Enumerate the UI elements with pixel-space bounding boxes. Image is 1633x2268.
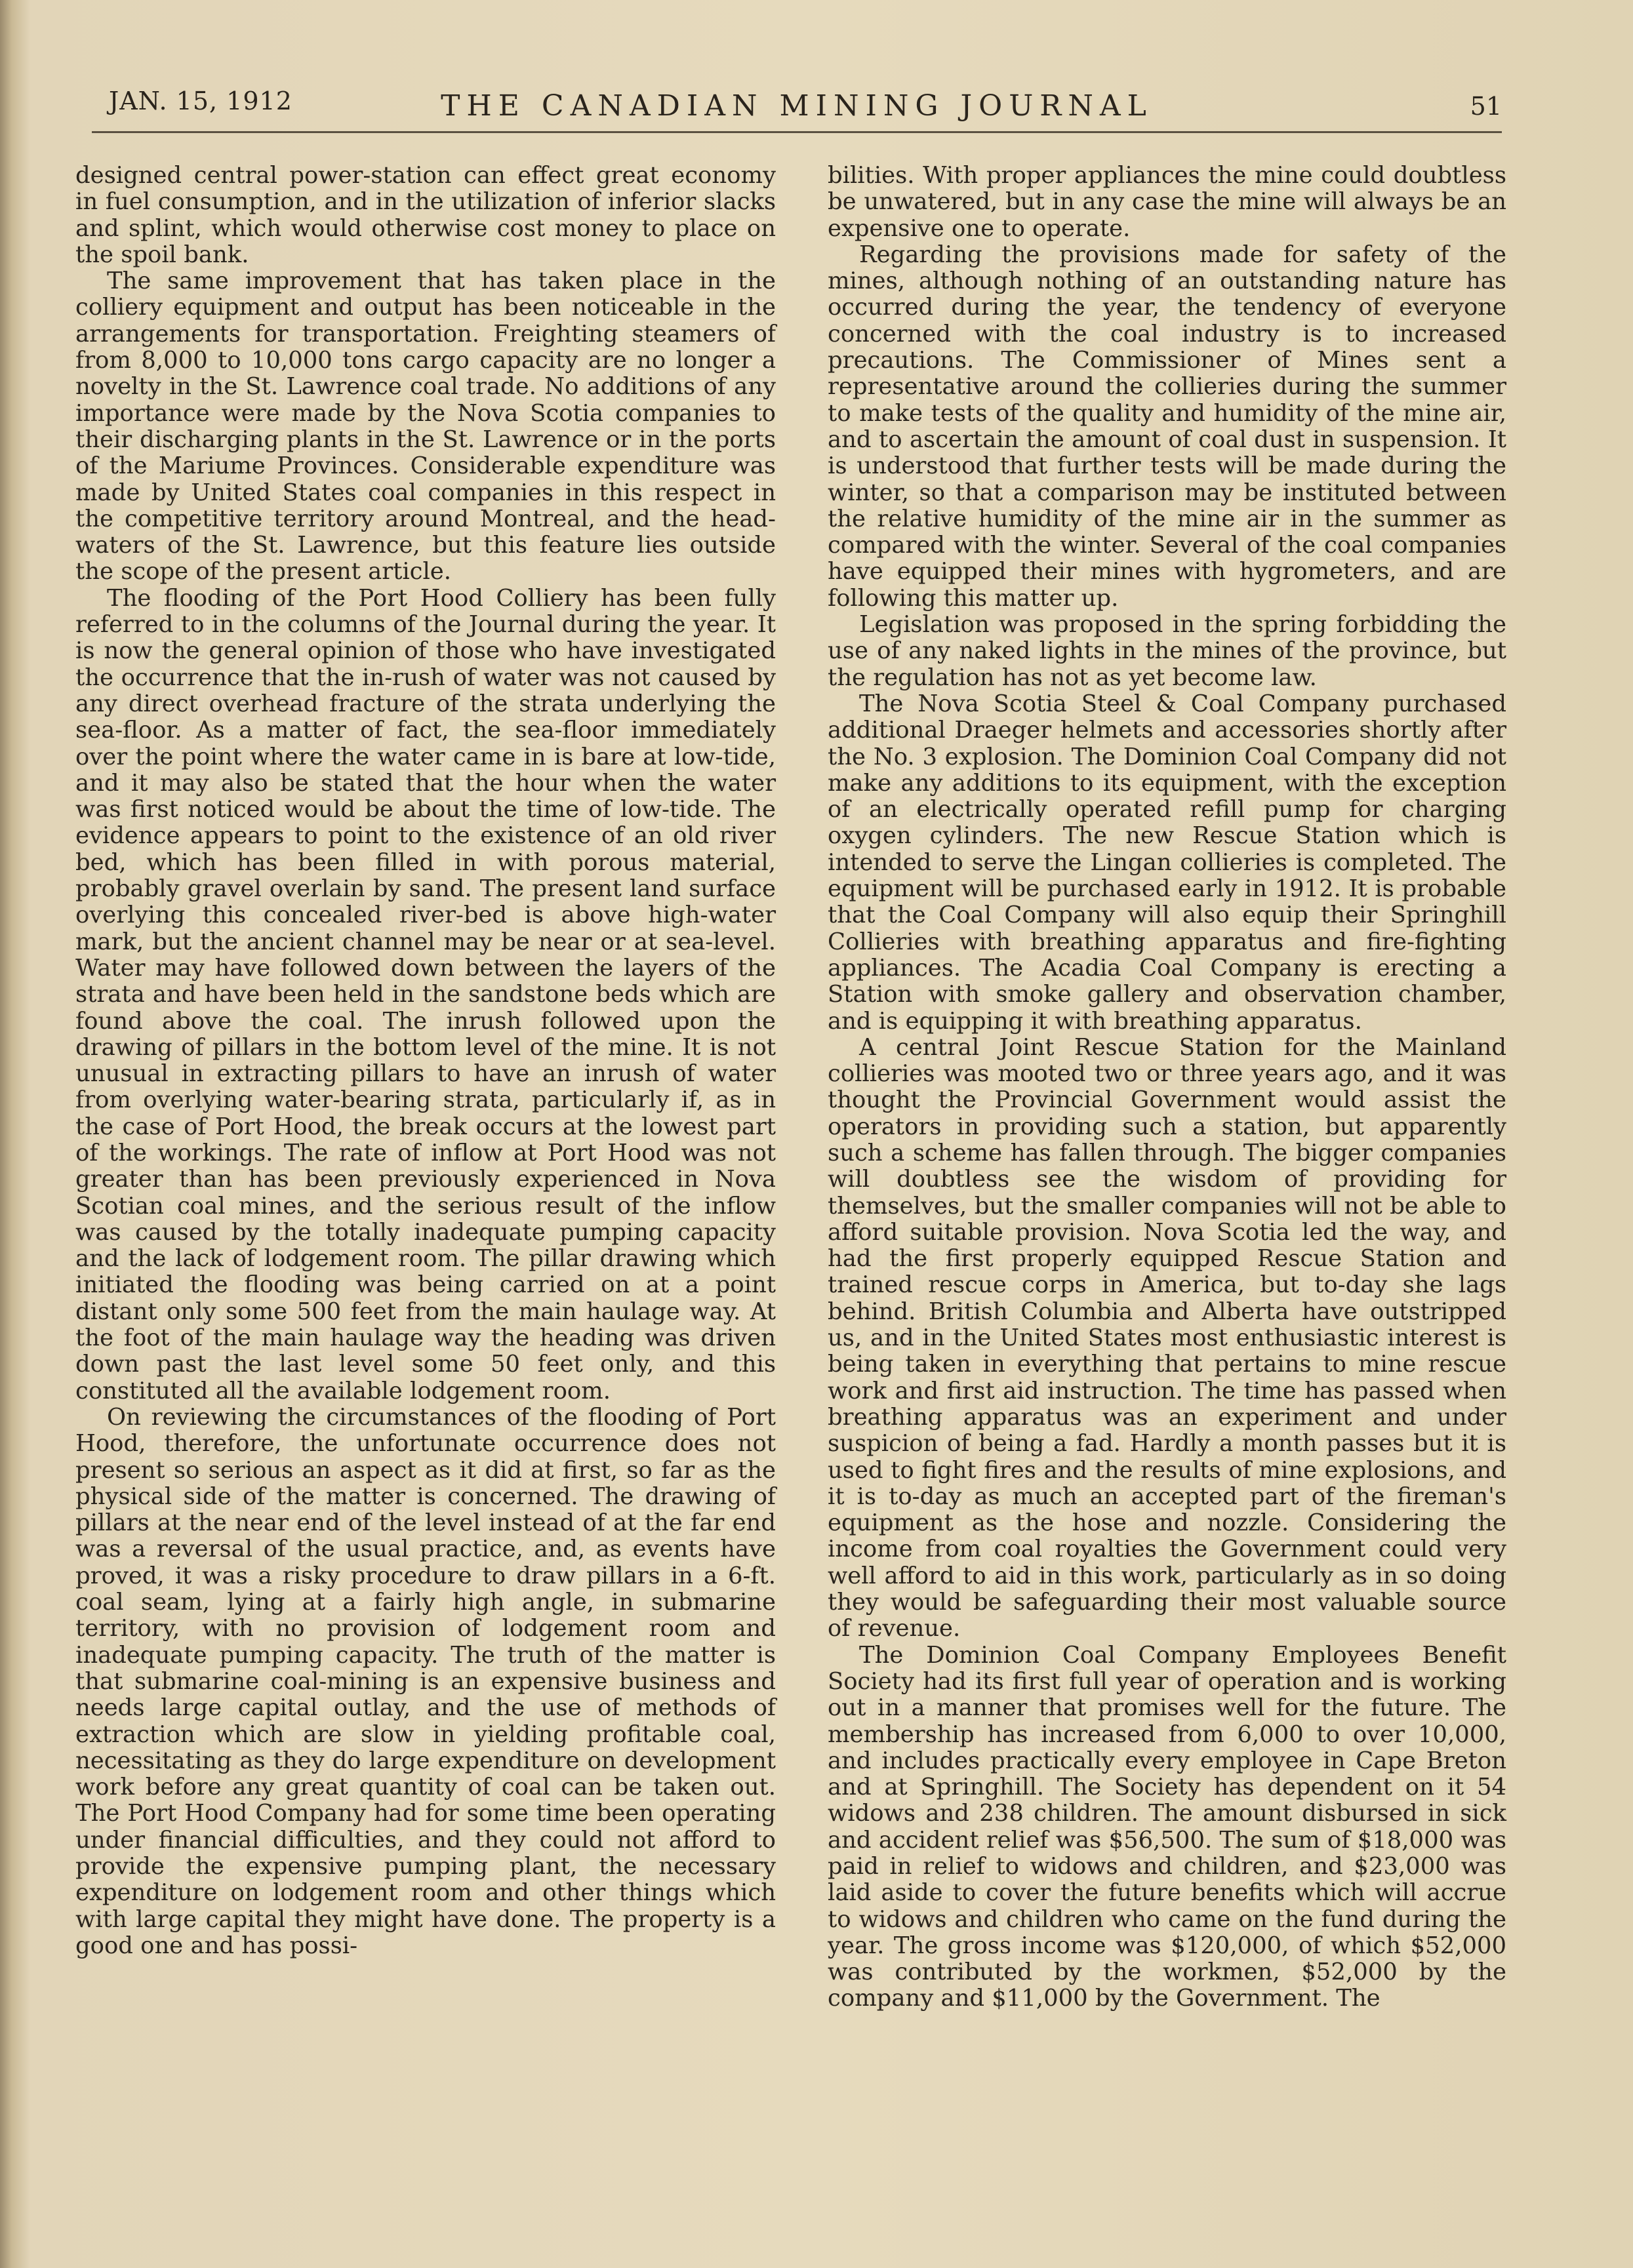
page-number: 51	[1470, 92, 1502, 121]
right-column	[828, 163, 1506, 2012]
issue-date: JAN. 15, 1912	[109, 87, 292, 115]
paragraph-power-station-continued: designed central power-station can effect great economy in fuel consumption, and in the utilization of inferior slacks and splint, which would otherwise cost money to place on the spoil bank.	[75, 162, 776, 268]
paragraph-legislation: Legislation was proposed in the spring forbidding the use of any naked lights in the mines of the province, but the regulation has not as yet become law.	[828, 611, 1506, 691]
paragraph-port-hood-review: On reviewing the circumstances of the flooding of Port Hood, therefore, the unfortunate occurrence does not present so serious an aspect as it did at first, so far as the physical side of the matter is concerned. The drawing of pillars at the near end of the level instead of at the far end was a reversal of the usual practice, and, as events have proved, it was a risky procedure to draw pillars in a 6-ft. coal seam, lying at a fairly high angle, in submarine territory, with no provision of lodgement room and inadequate pumping capacity. The truth of the matter is that submarine coal-mining is an expensive business and needs large capital outlay, and the use of methods of extraction which are slow in yielding profitable coal, necessitating as they do large expenditure on development work before any great quantity of coal can be taken out. The Port Hood Company had for some time been operating under financial difficulties, and they could not afford to provide the expensive pumping plant, the necessary expenditure on lodgement room and other things which with large capital they might have done. The property is a good one and has possi-	[75, 1403, 776, 1959]
paragraph-possibilities-continued: bilities. With proper appliances the mine could doubtless be unwatered, but in any case the mine will always be an expensive one to operate.	[828, 162, 1506, 242]
paragraph-mine-safety: Regarding the provisions made for safety of the mines, although nothing of an outstanding nature has occurred during the year, the tendency of everyone concerned with the coal industry is to increased precautions. The Commissioner of Mines sent a representative around the collieries during the summer to make tests of the quality and humidity of the mine air, and to ascertain the amount of coal dust in suspension. It is understood that further tests will be made during the winter, so that a comparison may be instituted between the relative humidity of the mine air in the summer as compared with the winter. Several of the coal companies have equipped their mines with hygrometers, and are following this matter up.	[828, 241, 1506, 612]
left-column	[75, 163, 776, 1959]
journal-title: THE CANADIAN MINING JOURNAL	[441, 89, 1153, 123]
paragraph-joint-rescue-station: A central Joint Rescue Station for the Mainland collieries was mooted two or three years ago, and it was thought the Provincial Government would assist the operators in providing such a station, but apparently such a scheme has fallen through. The bigger companies will doubtless see the wisdom of providing for themselves, but the smaller companies will not be able to afford suitable provision. Nova Scotia led the way, and had the first properly equipped Rescue Station and trained rescue corps in America, but to-day she lags behind. British Columbia and Alberta have outstripped us, and in the United States most enthusiastic interest is being taken in everything that pertains to mine rescue work and first aid instruction. The time has passed when breathing apparatus was an experiment and under suspicion of being a fad. Hardly a month passes but it is used to fight fires and the results of mine explosions, and it is to-day as much an accepted part of the fireman's equipment as the hose and nozzle. Considering the income from coal royalties the Government could very well afford to aid in this work, particularly as in so doing they would be safeguarding their most valuable source of revenue.	[828, 1033, 1506, 1642]
paragraph-benefit-society: The Dominion Coal Company Employees Benefit Society had its first full year of operation and is working out in a manner that promises well for the future. The membership has increased from 6,000 to over 10,000, and includes practically every employee in Cape Breton and at Springhill. The Society has dependent on it 54 widows and 238 children. The amount disbursed in sick and accident relief was $56,500. The sum of $18,000 was paid in relief to widows and children, and $23,000 was laid aside to cover the future benefits which will accrue to widows and children who came on the fund during the year. The gross income was $120,000, of which $52,000 was contributed by the workmen, $52,000 by the company and $11,000 by the Government. The	[828, 1641, 1506, 2012]
running-head	[92, 79, 1502, 133]
paragraph-port-hood-flooding: The flooding of the Port Hood Colliery has been fully referred to in the columns of the Journal during the year. It is now the general opinion of those who have investigated the occurrence that the in-rush of water was not caused by any direct overhead fracture of the strata underlying the sea-floor. As a matter of fact, the sea-floor immediately over the point where the water came in is bare at low-tide, and it may also be stated that the hour when the water was first noticed would be about the time of low-tide. The evidence appears to point to the existence of an old river bed, which has been filled in with porous material, probably gravel overlain by sand. The present land surface overlying this concealed river-bed is above high-water mark, but the ancient channel may be near or at sea-level. Water may have followed down between the layers of the strata and have been held in the sandstone beds which are found above the coal. The inrush followed upon the drawing of pillars in the bottom level of the mine. It is not unusual in extracting pillars to have an inrush of water from overlying water-bearing strata, particularly if, as in the case of Port Hood, the break occurs at the lowest part of the workings. The rate of inflow at Port Hood was not greater than has been previously experienced in Nova Scotian coal mines, and the serious result of the inflow was caused by the totally inadequate pumping capacity and the lack of lodgement room. The pillar drawing which initiated the flooding was being carried on at a point distant only some 500 feet from the main haulage way. At the foot of the main haulage way the heading was driven down past the last level some 50 feet only, and this constituted all the available lodgement room.	[75, 584, 776, 1404]
paragraph-transportation: The same improvement that has taken place in the colliery equipment and output has been noticeable in the arrangements for transportation. Freighting steamers of from 8,000 to 10,000 tons cargo capacity are no longer a novelty in the St. Lawrence coal trade. No additions of any importance were made by the Nova Scotia companies to their discharging plants in the St. Lawrence or in the ports of the Mariume Provinces. Considerable expenditure was made by United States coal companies in this respect in the competitive territory around Montreal, and the head-waters of the St. Lawrence, but this feature lies outside the scope of the present article.	[75, 268, 776, 586]
paragraph-rescue-equipment: The Nova Scotia Steel & Coal Company purchased additional Draeger helmets and accessories shortly after the No. 3 explosion. The Dominion Coal Company did not make any additions to its equipment, with the exception of an electrically operated refill pump for charging oxygen cylinders. The new Rescue Station which is intended to serve the Lingan collieries is completed. The equipment will be purchased early in 1912. It is probable that the Coal Company will also equip their Springhill Collieries with breathing apparatus and fire-fighting appliances. The Acadia Coal Company is erecting a Station with smoke gallery and observation chamber, and is equipping it with breathing apparatus.	[828, 690, 1506, 1035]
